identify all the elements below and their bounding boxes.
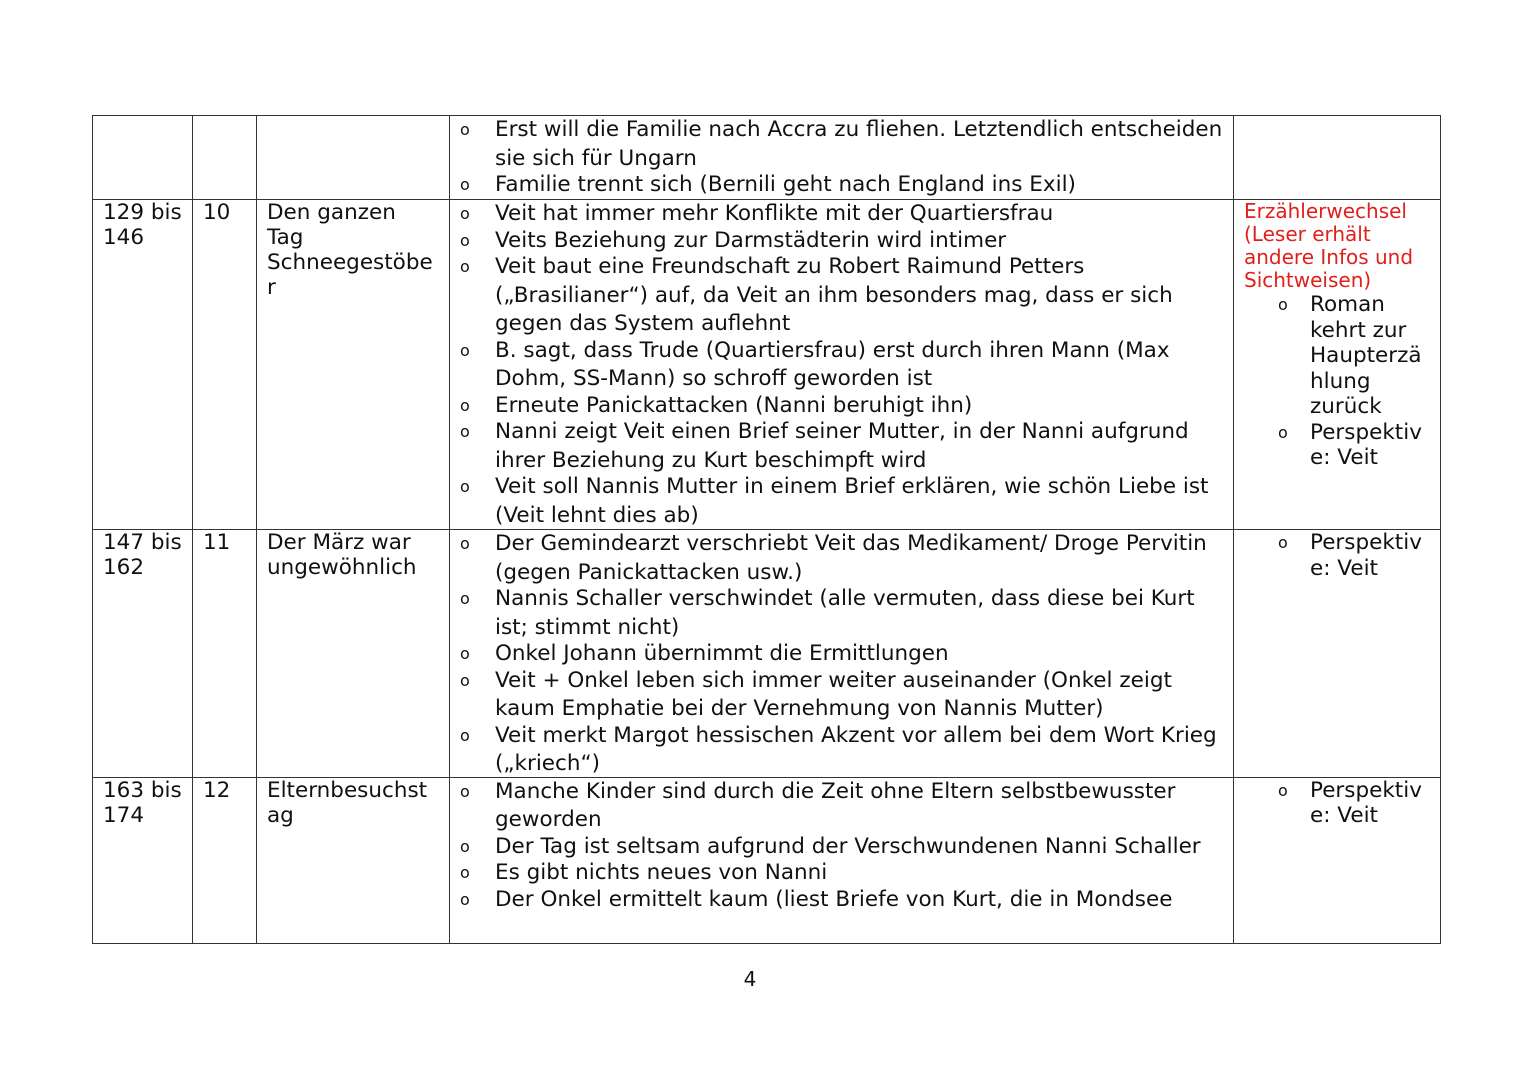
list-item: o Veit merkt Margot hessischen Akzent vor allem bei dem Wort Krieg („kriech“) bbox=[460, 722, 1217, 776]
bullet-icon: o bbox=[460, 120, 470, 139]
notes-cell bbox=[1234, 116, 1441, 200]
list-item: o Erst will die Familie nach Accra zu fliehen. Letztendlich entscheiden sie sich für Ungarn bbox=[460, 117, 1223, 171]
content-list bbox=[460, 530, 1223, 779]
title-cell: Den ganzen Tag Schneegestöbe r bbox=[257, 200, 450, 530]
pages-cell: 147 bis 162 bbox=[93, 530, 193, 778]
bullet-icon: o bbox=[460, 257, 470, 276]
list-item: o Veit baut eine Freundschaft zu Robert Raimund Petters („Brasilianer“) auf, da Veit an ihm besonders mag, dass er sich gegen das System auflehnt bbox=[460, 254, 1173, 336]
list-item: o Der Tag ist seltsam aufgrund der Verschwundenen Nanni Schaller bbox=[460, 833, 1223, 862]
page-number: 4 bbox=[743, 967, 757, 991]
bullet-icon: o bbox=[460, 889, 470, 909]
table-row bbox=[93, 200, 1441, 530]
bullet-icon: o bbox=[460, 836, 470, 856]
notes-cell bbox=[1234, 530, 1441, 778]
bullet-icon: o bbox=[460, 863, 470, 882]
pages-cell: 129 bis 146 bbox=[93, 200, 193, 530]
list-item: o Nanni zeigt Veit einen Brief seiner Mutter, in der Nanni aufgrund ihrer Beziehung zu Kurt beschimpft wird bbox=[460, 419, 1189, 473]
chapter-cell bbox=[193, 116, 257, 200]
bullet-icon: o bbox=[460, 725, 470, 745]
list-item: o Roman kehrt zur Haupterzä hlung zurück bbox=[1278, 292, 1422, 419]
content-cell bbox=[450, 116, 1234, 200]
chapter-summary-table bbox=[92, 115, 1441, 944]
content-cell bbox=[450, 530, 1234, 778]
content-list bbox=[460, 116, 1223, 200]
list-item: o Veits Beziehung zur Darmstädterin wird intimer bbox=[460, 227, 1223, 256]
title-cell: Elternbesuchst ag bbox=[257, 777, 450, 943]
bullet-icon: o bbox=[460, 395, 470, 415]
notes-list bbox=[1244, 292, 1430, 471]
chapter-cell: 11 bbox=[193, 530, 257, 778]
content-cell bbox=[450, 777, 1234, 943]
table-row bbox=[93, 530, 1441, 778]
list-item: o Perspektiv e: Veit bbox=[1278, 777, 1422, 828]
list-item: o Nannis Schaller verschwindet (alle vermuten, dass diese bei Kurt ist; stimmt nicht) bbox=[460, 586, 1195, 640]
list-item: o Veit hat immer mehr Konflikte mit der Quartiersfrau bbox=[460, 200, 1223, 229]
title-cell: Der März war ungewöhnlich bbox=[257, 530, 450, 778]
chapter-cell: 10 bbox=[193, 200, 257, 530]
list-item: o Onkel Johann übernimmt die Ermittlungen bbox=[460, 640, 1223, 669]
narrator-change-note: Erzählerwechsel (Leser erhält andere Infos und Sichtweisen) bbox=[1244, 199, 1414, 292]
bullet-icon: o bbox=[460, 175, 470, 194]
table-row bbox=[93, 777, 1441, 943]
table-row bbox=[93, 116, 1441, 200]
chapter-cell: 12 bbox=[193, 777, 257, 943]
bullet-icon: o bbox=[460, 534, 470, 553]
list-item: o Familie trennt sich (Bernili geht nach England ins Exil) bbox=[460, 171, 1223, 200]
bullet-icon: o bbox=[460, 230, 470, 250]
bullet-icon: o bbox=[1278, 533, 1288, 552]
notes-list bbox=[1244, 530, 1430, 581]
title-cell bbox=[257, 116, 450, 200]
list-item: o Erneute Panickattacken (Nanni beruhigt ihn) bbox=[460, 392, 1223, 421]
list-item: o Es gibt nichts neues von Nanni bbox=[460, 859, 1223, 888]
bullet-icon: o bbox=[460, 644, 470, 663]
list-item: o Der Gemindearzt verschriebt Veit das Medikament/ Droge Pervitin (gegen Panickattacken usw.) bbox=[460, 531, 1207, 585]
bullet-icon: o bbox=[460, 670, 470, 690]
notes-cell bbox=[1234, 777, 1441, 943]
bullet-icon: o bbox=[460, 589, 470, 608]
bullet-icon: o bbox=[1278, 295, 1288, 314]
bullet-icon: o bbox=[460, 422, 470, 441]
bullet-icon: o bbox=[460, 204, 470, 223]
list-item: o Veit soll Nannis Mutter in einem Brief erklären, wie schön Liebe ist (Veit lehnt dies ab) bbox=[460, 474, 1209, 528]
list-item: o Manche Kinder sind durch die Zeit ohne Eltern selbstbewusster geworden bbox=[460, 778, 1176, 832]
bullet-icon: o bbox=[460, 340, 470, 360]
list-item: o Veit + Onkel leben sich immer weiter auseinander (Onkel zeigt kaum Emphatie bei der Vernehmung von Nannis Mutter) bbox=[460, 667, 1172, 721]
pages-cell bbox=[93, 116, 193, 200]
bullet-icon: o bbox=[460, 477, 470, 496]
notes-list bbox=[1244, 778, 1430, 829]
pages-cell: 163 bis 174 bbox=[93, 777, 193, 943]
list-item: o Perspektiv e: Veit bbox=[1278, 530, 1422, 581]
notes-cell bbox=[1234, 200, 1441, 530]
list-item: o Der Onkel ermittelt kaum (liest Briefe von Kurt, die in Mondsee bbox=[460, 886, 1223, 915]
content-list bbox=[460, 200, 1223, 530]
bullet-icon: o bbox=[460, 781, 470, 801]
list-item: o B. sagt, dass Trude (Quartiersfrau) erst durch ihren Mann (Max Dohm, SS-Mann) so schroff geworden ist bbox=[460, 337, 1170, 391]
bullet-icon: o bbox=[1278, 780, 1288, 800]
list-item: o Perspektiv e: Veit bbox=[1278, 419, 1422, 470]
content-list bbox=[460, 778, 1223, 915]
bullet-icon: o bbox=[1278, 422, 1288, 442]
content-cell bbox=[450, 200, 1234, 530]
